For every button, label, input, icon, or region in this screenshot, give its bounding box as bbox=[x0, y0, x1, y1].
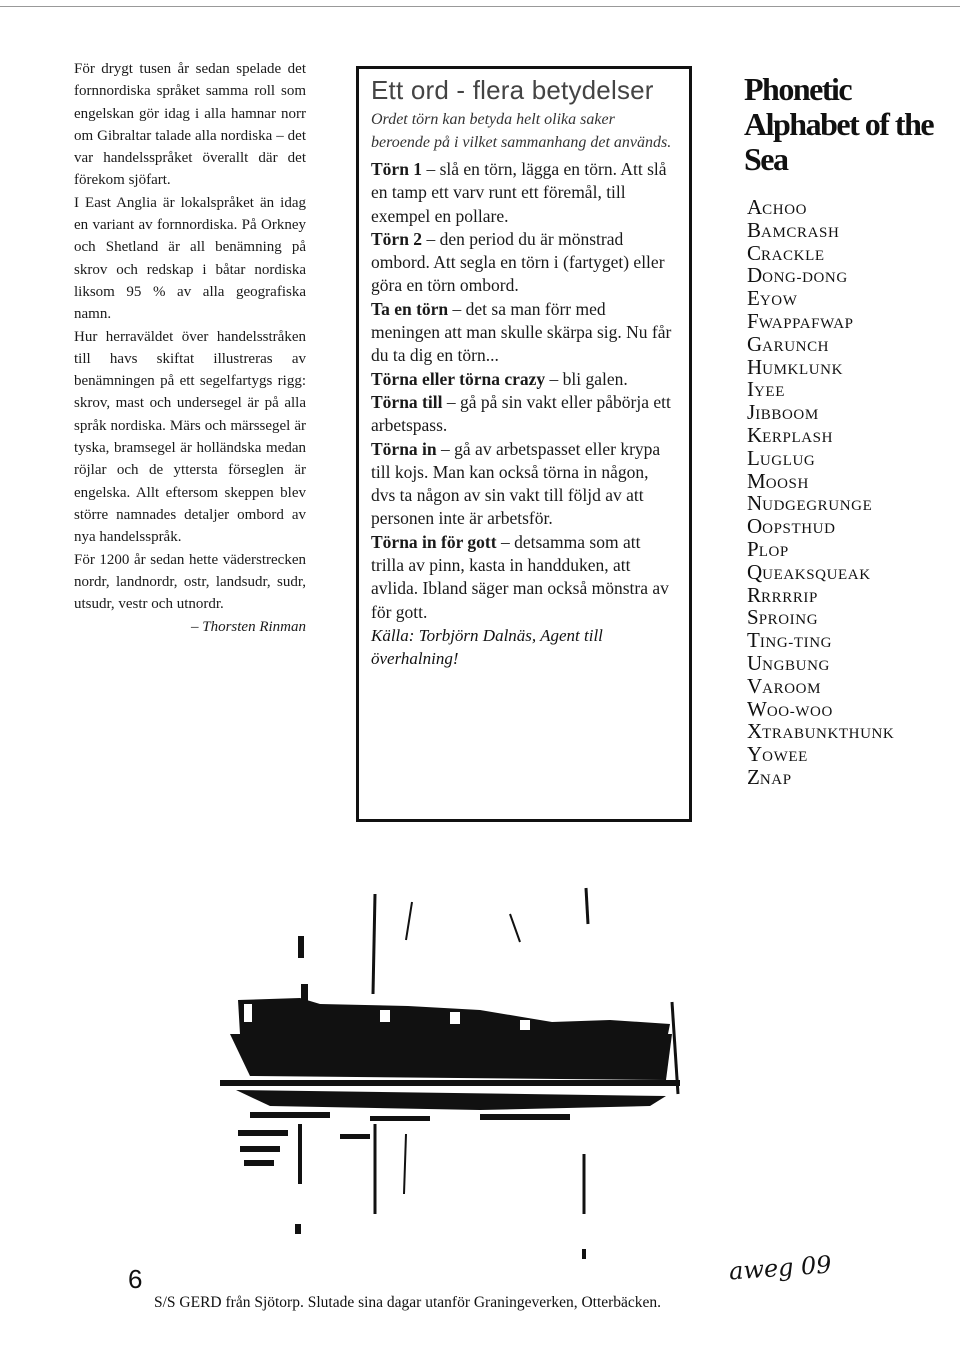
phonetic-word bbox=[747, 356, 894, 379]
phonetic-word bbox=[747, 766, 894, 789]
phonetic-word bbox=[747, 196, 894, 219]
phonetic-word-rest: WAPPAFWAP bbox=[758, 315, 854, 332]
phonetic-word-rest: AMCRASH bbox=[761, 224, 840, 241]
phonetic-word-initial: K bbox=[747, 422, 763, 447]
definition-entry bbox=[371, 298, 677, 368]
phonetic-word-rest: RACKLE bbox=[761, 247, 825, 264]
phonetic-word-rest: ARUNCH bbox=[762, 338, 830, 355]
phonetic-word-initial: Q bbox=[747, 559, 763, 584]
phonetic-word-initial: N bbox=[747, 491, 763, 516]
article-paragraph: För drygt tusen år sedan spelade det fornnordiska språket samma roll som engelskan gör idag i alla hamnar norr om Gibraltar talade alla nordiska – det var handelsspråket överallt där det förekom sjöfart. bbox=[74, 61, 306, 189]
phonetic-word bbox=[747, 538, 894, 561]
definition-text: – detsamma som att trilla av pinn, kasta in handduken, att avlida. Ibland säger man också mönstra av för gott. bbox=[371, 531, 669, 622]
page-number: 6 bbox=[128, 1264, 143, 1294]
phonetic-word-initial: I bbox=[747, 377, 754, 402]
phonetic-word-initial: F bbox=[747, 308, 759, 333]
definition-entry bbox=[371, 368, 677, 391]
phonetic-word-initial: J bbox=[747, 400, 756, 425]
phonetic-word-initial: D bbox=[747, 263, 763, 288]
phonetic-word bbox=[747, 447, 894, 470]
phonetic-word-initial: X bbox=[747, 719, 763, 744]
phonetic-word-rest: UGLUG bbox=[759, 452, 816, 469]
phonetic-word-rest: CHOO bbox=[762, 202, 808, 218]
definition-text: – gå av arbetspasset eller krypa till kojs. Man kan också törna in någon, dvs ta någon av sin vakt till följd av att personen inte är arbetsför. bbox=[371, 438, 661, 529]
phonetic-word-initial: A bbox=[747, 195, 763, 219]
phonetic-word-rest: TRABUNKTHUNK bbox=[762, 726, 895, 743]
definition-term: Törna till bbox=[371, 391, 443, 412]
phonetic-word-rest: ERPLASH bbox=[762, 429, 834, 446]
box-title: Ett ord - flera betydelser bbox=[371, 75, 654, 105]
definition-term: Törn 1 bbox=[371, 159, 423, 179]
definitions-box bbox=[356, 66, 692, 822]
phonetic-word-rest: LOP bbox=[758, 543, 789, 560]
phonetic-word-rest: RRRRIP bbox=[761, 589, 818, 606]
phonetic-word bbox=[747, 219, 894, 242]
definition-text: – den period du är mönstrad ombord. Att segla en törn i (fartyget) eller göra en törn ombord. bbox=[371, 228, 665, 296]
phonetic-word bbox=[747, 424, 894, 447]
phonetic-word-initial: H bbox=[747, 354, 763, 379]
definition-term: Törna eller törna crazy bbox=[371, 368, 546, 389]
phonetic-word-initial: E bbox=[747, 286, 760, 311]
definition-text: – gå på sin vakt eller påbörja ett arbetspass. bbox=[371, 391, 671, 436]
definition-text: – slå en törn, lägga en törn. Att slå en tamp ett varv runt ett föremål, till exempel en pollare. bbox=[371, 159, 667, 226]
definition-term: Törna in bbox=[371, 438, 437, 459]
phonetic-title: Phonetic Alphabet of the Sea bbox=[744, 71, 934, 177]
phonetic-word-initial: R bbox=[747, 582, 762, 607]
phonetic-word bbox=[747, 492, 894, 515]
phonetic-word bbox=[747, 720, 894, 743]
phonetic-word-initial: P bbox=[747, 536, 759, 561]
box-source: Källa: Torbjörn Dalnäs, Agent till överhalning! bbox=[371, 625, 603, 669]
handwritten-signature: aweg 09 bbox=[728, 1250, 833, 1286]
definition-entry bbox=[371, 438, 677, 531]
definition-term: Ta en törn bbox=[371, 298, 449, 319]
phonetic-word bbox=[747, 743, 894, 766]
phonetic-word-rest: UEAKSQUEAK bbox=[762, 566, 871, 583]
phonetic-word bbox=[747, 675, 894, 698]
page-top-edge bbox=[0, 0, 960, 7]
phonetic-word-rest: NGBUNG bbox=[762, 657, 830, 674]
phonetic-word bbox=[747, 470, 894, 493]
phonetic-word bbox=[747, 698, 894, 721]
phonetic-word-rest: ONG-DONG bbox=[762, 270, 848, 287]
phonetic-word-rest: AROOM bbox=[762, 680, 822, 697]
phonetic-word-initial: U bbox=[747, 650, 763, 675]
definition-term: Törn 2 bbox=[371, 228, 423, 249]
definition-text: – bli galen. bbox=[545, 368, 628, 389]
phonetic-word-rest: YOW bbox=[759, 293, 798, 310]
phonetic-word-rest: UDGEGRUNGE bbox=[762, 498, 873, 515]
definition-entry bbox=[371, 531, 677, 624]
phonetic-word-list bbox=[747, 196, 894, 789]
image-caption: S/S GERD från Sjötorp. Slutade sina dagar utanför Graningeverken, Otterbäcken. bbox=[154, 1294, 662, 1311]
phonetic-word-rest: OPSTHUD bbox=[762, 521, 836, 538]
phonetic-word bbox=[747, 584, 894, 607]
phonetic-word-rest: UMKLUNK bbox=[762, 361, 844, 378]
phonetic-word-initial: V bbox=[747, 673, 763, 698]
phonetic-word bbox=[747, 606, 894, 629]
phonetic-word-rest: PROING bbox=[758, 612, 819, 629]
phonetic-word-rest: OOSH bbox=[765, 475, 809, 492]
phonetic-word-initial: C bbox=[747, 240, 762, 265]
ship-illustration bbox=[180, 884, 700, 1284]
phonetic-word-rest: OO-WOO bbox=[766, 703, 833, 720]
phonetic-word bbox=[747, 310, 894, 333]
phonetic-word-initial: O bbox=[747, 514, 763, 539]
phonetic-word bbox=[747, 561, 894, 584]
phonetic-word-initial: Y bbox=[747, 742, 763, 767]
definition-entry bbox=[371, 228, 677, 298]
phonetic-word-rest: OWEE bbox=[762, 749, 808, 766]
definition-term: Törna in för gott bbox=[371, 531, 497, 552]
phonetic-word-initial: L bbox=[747, 445, 760, 470]
phonetic-word-initial: M bbox=[747, 468, 766, 493]
phonetic-word bbox=[747, 629, 894, 652]
phonetic-word-initial: T bbox=[747, 628, 760, 653]
article-signature: – Thorsten Rinman bbox=[190, 619, 306, 636]
phonetic-word-initial: Z bbox=[747, 764, 760, 789]
definition-entry bbox=[371, 158, 677, 228]
article-paragraph: Hur herraväldet över handelsstråken till havs skiftat illustreras av benämningen på ett segelfartygs rigg: skrov, mast och undersegel är på alla språk nordiska. Märs och märssegel är tyska, bramsegel är holländska medan röjlar och de yttersta förseglen är engelska. Allt eftersom skeppen blev större namnades detaljer ombord av nya handelsspråk. bbox=[74, 328, 306, 546]
article-paragraph: I East Anglia är lokalspråket än idag en variant av fornnordiska. På Orkney och Shetland är all benämning på skrov och redskap i båtar nordiska liksom 95 % av alla geografiska namn. bbox=[74, 194, 306, 323]
box-intro: Ordet törn kan betyda helt olika saker beroende på i vilket sammanhang det används. bbox=[371, 111, 672, 151]
phonetic-word bbox=[747, 287, 894, 310]
phonetic-word bbox=[747, 333, 894, 356]
definition-entry bbox=[371, 391, 677, 438]
phonetic-word-rest: IBBOOM bbox=[755, 407, 819, 424]
phonetic-word-initial: G bbox=[747, 331, 763, 356]
definition-text: – det sa man förr med meningen att man skulle skärpa sig. Nu får du ta dig en törn... bbox=[371, 298, 672, 366]
article-paragraph: För 1200 år sedan hette väderstrecken nordr, landnordr, ostr, landsudr, sudr, utsudr, vestr och utnordr. bbox=[74, 551, 306, 613]
phonetic-word-initial: B bbox=[747, 217, 762, 242]
article-column bbox=[74, 58, 306, 639]
phonetic-word-initial: W bbox=[747, 696, 767, 721]
phonetic-word-rest: YEE bbox=[754, 384, 785, 401]
phonetic-word-rest: NAP bbox=[759, 771, 792, 788]
phonetic-word bbox=[747, 515, 894, 538]
phonetic-word bbox=[747, 401, 894, 424]
phonetic-word-initial: S bbox=[747, 605, 759, 630]
phonetic-word bbox=[747, 378, 894, 401]
phonetic-word-rest: ING-TING bbox=[759, 635, 833, 652]
phonetic-word bbox=[747, 242, 894, 265]
phonetic-word bbox=[747, 264, 894, 287]
phonetic-word bbox=[747, 652, 894, 675]
